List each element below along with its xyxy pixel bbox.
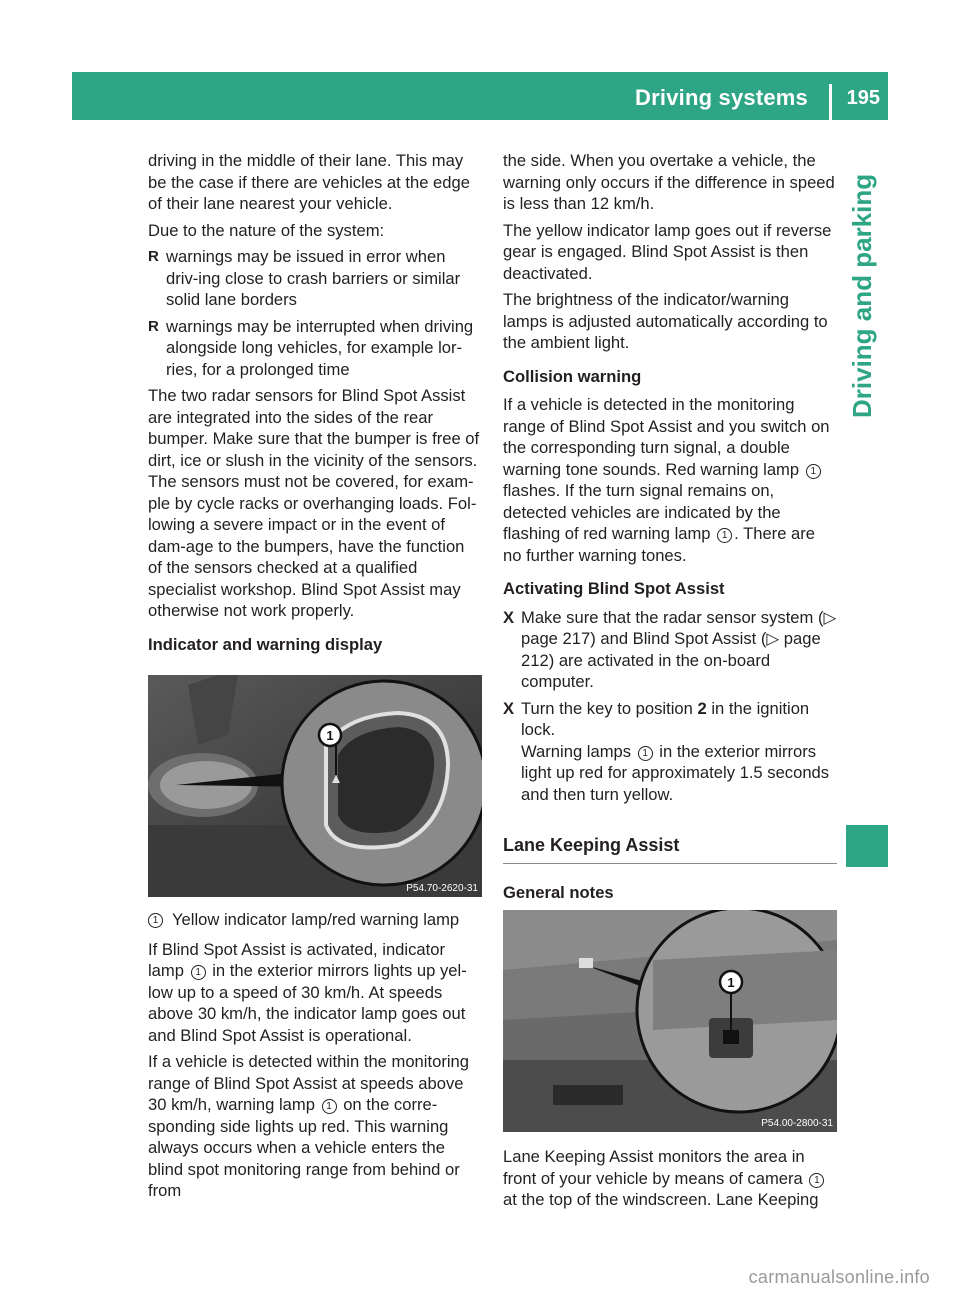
header-bar bbox=[72, 72, 888, 120]
page-number: 195 bbox=[846, 87, 880, 109]
callout-1-icon: 1 bbox=[809, 1173, 824, 1188]
callout-1-icon: 1 bbox=[191, 965, 206, 980]
figure-callout-1: 1 bbox=[727, 975, 735, 990]
ignition-position: 2 bbox=[697, 698, 707, 718]
chapter-tab-label: Driving and parking bbox=[847, 173, 877, 418]
paragraph: Lane Keeping Assist monitors the area in front of your vehicle by means of camera 1 at the top of the windscreen. Lane Keeping bbox=[503, 1146, 837, 1211]
subheading: Indicator and warning display bbox=[148, 634, 383, 654]
bullet-icon: R bbox=[148, 317, 159, 335]
callout-1-icon: 1 bbox=[148, 913, 163, 928]
paragraph: If a vehicle is detected in the monitoring range of Blind Spot Assist and you switch on the corresponding turn signal, a double warning tone sounds. Red warning lamp 1 flashes. If the turn signal remains on, detected vehicles are indicated by the flashing of red warning lamp 1 . There are no further warning tones. bbox=[503, 395, 830, 565]
paragraph: the side. When you overtake a vehicle, the warning only occurs if the difference in speed is less than 12 km/h. bbox=[503, 151, 835, 213]
camera-figure bbox=[503, 910, 837, 1132]
page-ref-icon: ▷ bbox=[823, 607, 837, 627]
paragraph: If Blind Spot Assist is activated, indicator lamp 1 in the exterior mirrors lights up yel-low up to a speed of 30 km/h. At speeds above 30 km/h, the indicator lamp goes out and Blind Spot Assist is operational. bbox=[148, 939, 467, 1045]
callout-1-icon: 1 bbox=[322, 1099, 337, 1114]
bullet-item: R warnings may be issued in error when driv-ing close to crash barriers or similar solid lane borders bbox=[148, 247, 461, 309]
figure-caption: 1 Yellow indicator lamp/red warning lamp bbox=[148, 909, 482, 931]
action-step: X Make sure that the radar sensor system (▷ page 217) and Blind Spot Assist (▷ page 212) are activated in the on-board computer. bbox=[503, 607, 837, 691]
subheading: General notes bbox=[503, 882, 614, 902]
page-ref-icon: ▷ bbox=[766, 629, 780, 648]
figure-code: P54.00-2800-31 bbox=[761, 1118, 833, 1129]
paragraph: If a vehicle is detected within the monitoring range of Blind Spot Assist at speeds above 30 km/h, warning lamp 1 on the corre-sponding side lights up red. This warning always occurs when a vehicle enters the blind spot monitoring range from behind or from bbox=[148, 1052, 469, 1200]
bullet-icon: R bbox=[148, 248, 159, 265]
paragraph: The yellow indicator lamp goes out if reverse gear is engaged. Blind Spot Assist is then deactivated. bbox=[503, 220, 832, 283]
figure-code: P54.70-2620-31 bbox=[406, 883, 478, 894]
paragraph: Due to the nature of the system: bbox=[148, 220, 385, 240]
figure-callout-1: 1 bbox=[326, 728, 334, 743]
bullet-item: R warnings may be interrupted when driving alongside long vehicles, for example lor-ries, for a prolonged time bbox=[148, 316, 474, 379]
paragraph: The two radar sensors for Blind Spot Assist are integrated into the sides of the rear bumper. Make sure that the bumper is free of dirt, ice or slush in the vicinity of the sensors. The sensors must not be covered, for exam-ple by cycle racks or overhanging loads. Fol-lowing a severe impact or in the event of dam-age to the bumpers, have the function of the sensors checked at a qualified specialist workshop. Blind Spot Assist may otherwise not work properly. bbox=[148, 386, 480, 620]
chapter-tab-marker bbox=[846, 825, 888, 867]
action-step: X Turn the key to position 2 in the ignition lock. Warning lamps 1 in the exterior mirrors light up red for approximately 1.5 seconds and then turn yellow. bbox=[503, 698, 830, 804]
section-heading: Lane Keeping Assist bbox=[503, 835, 837, 864]
paragraph: driving in the middle of their lane. This may be the case if there are vehicles at the edge of their lane nearest your vehicle. bbox=[148, 151, 470, 213]
callout-1-icon: 1 bbox=[717, 528, 732, 543]
action-arrow-icon: X bbox=[503, 698, 515, 718]
page-ref-link[interactable]: page 217 bbox=[521, 629, 591, 648]
page-ref-link[interactable]: page 212 bbox=[521, 629, 821, 670]
action-arrow-icon: X bbox=[503, 607, 515, 627]
left-column bbox=[148, 150, 482, 1207]
paragraph: The brightness of the indicator/warning lamps is adjusted automatically according to the ambient light. bbox=[503, 290, 828, 352]
subheading: Activating Blind Spot Assist bbox=[503, 579, 725, 598]
subheading: Collision warning bbox=[503, 366, 642, 386]
callout-1-icon: 1 bbox=[806, 464, 821, 479]
callout-1-icon: 1 bbox=[638, 746, 653, 761]
watermark: carmanualsonline.info bbox=[748, 1267, 930, 1287]
right-column bbox=[503, 150, 837, 1216]
header-divider bbox=[829, 84, 832, 120]
section-title: Driving systems bbox=[635, 85, 808, 110]
mirror-indicator-figure bbox=[148, 675, 482, 897]
